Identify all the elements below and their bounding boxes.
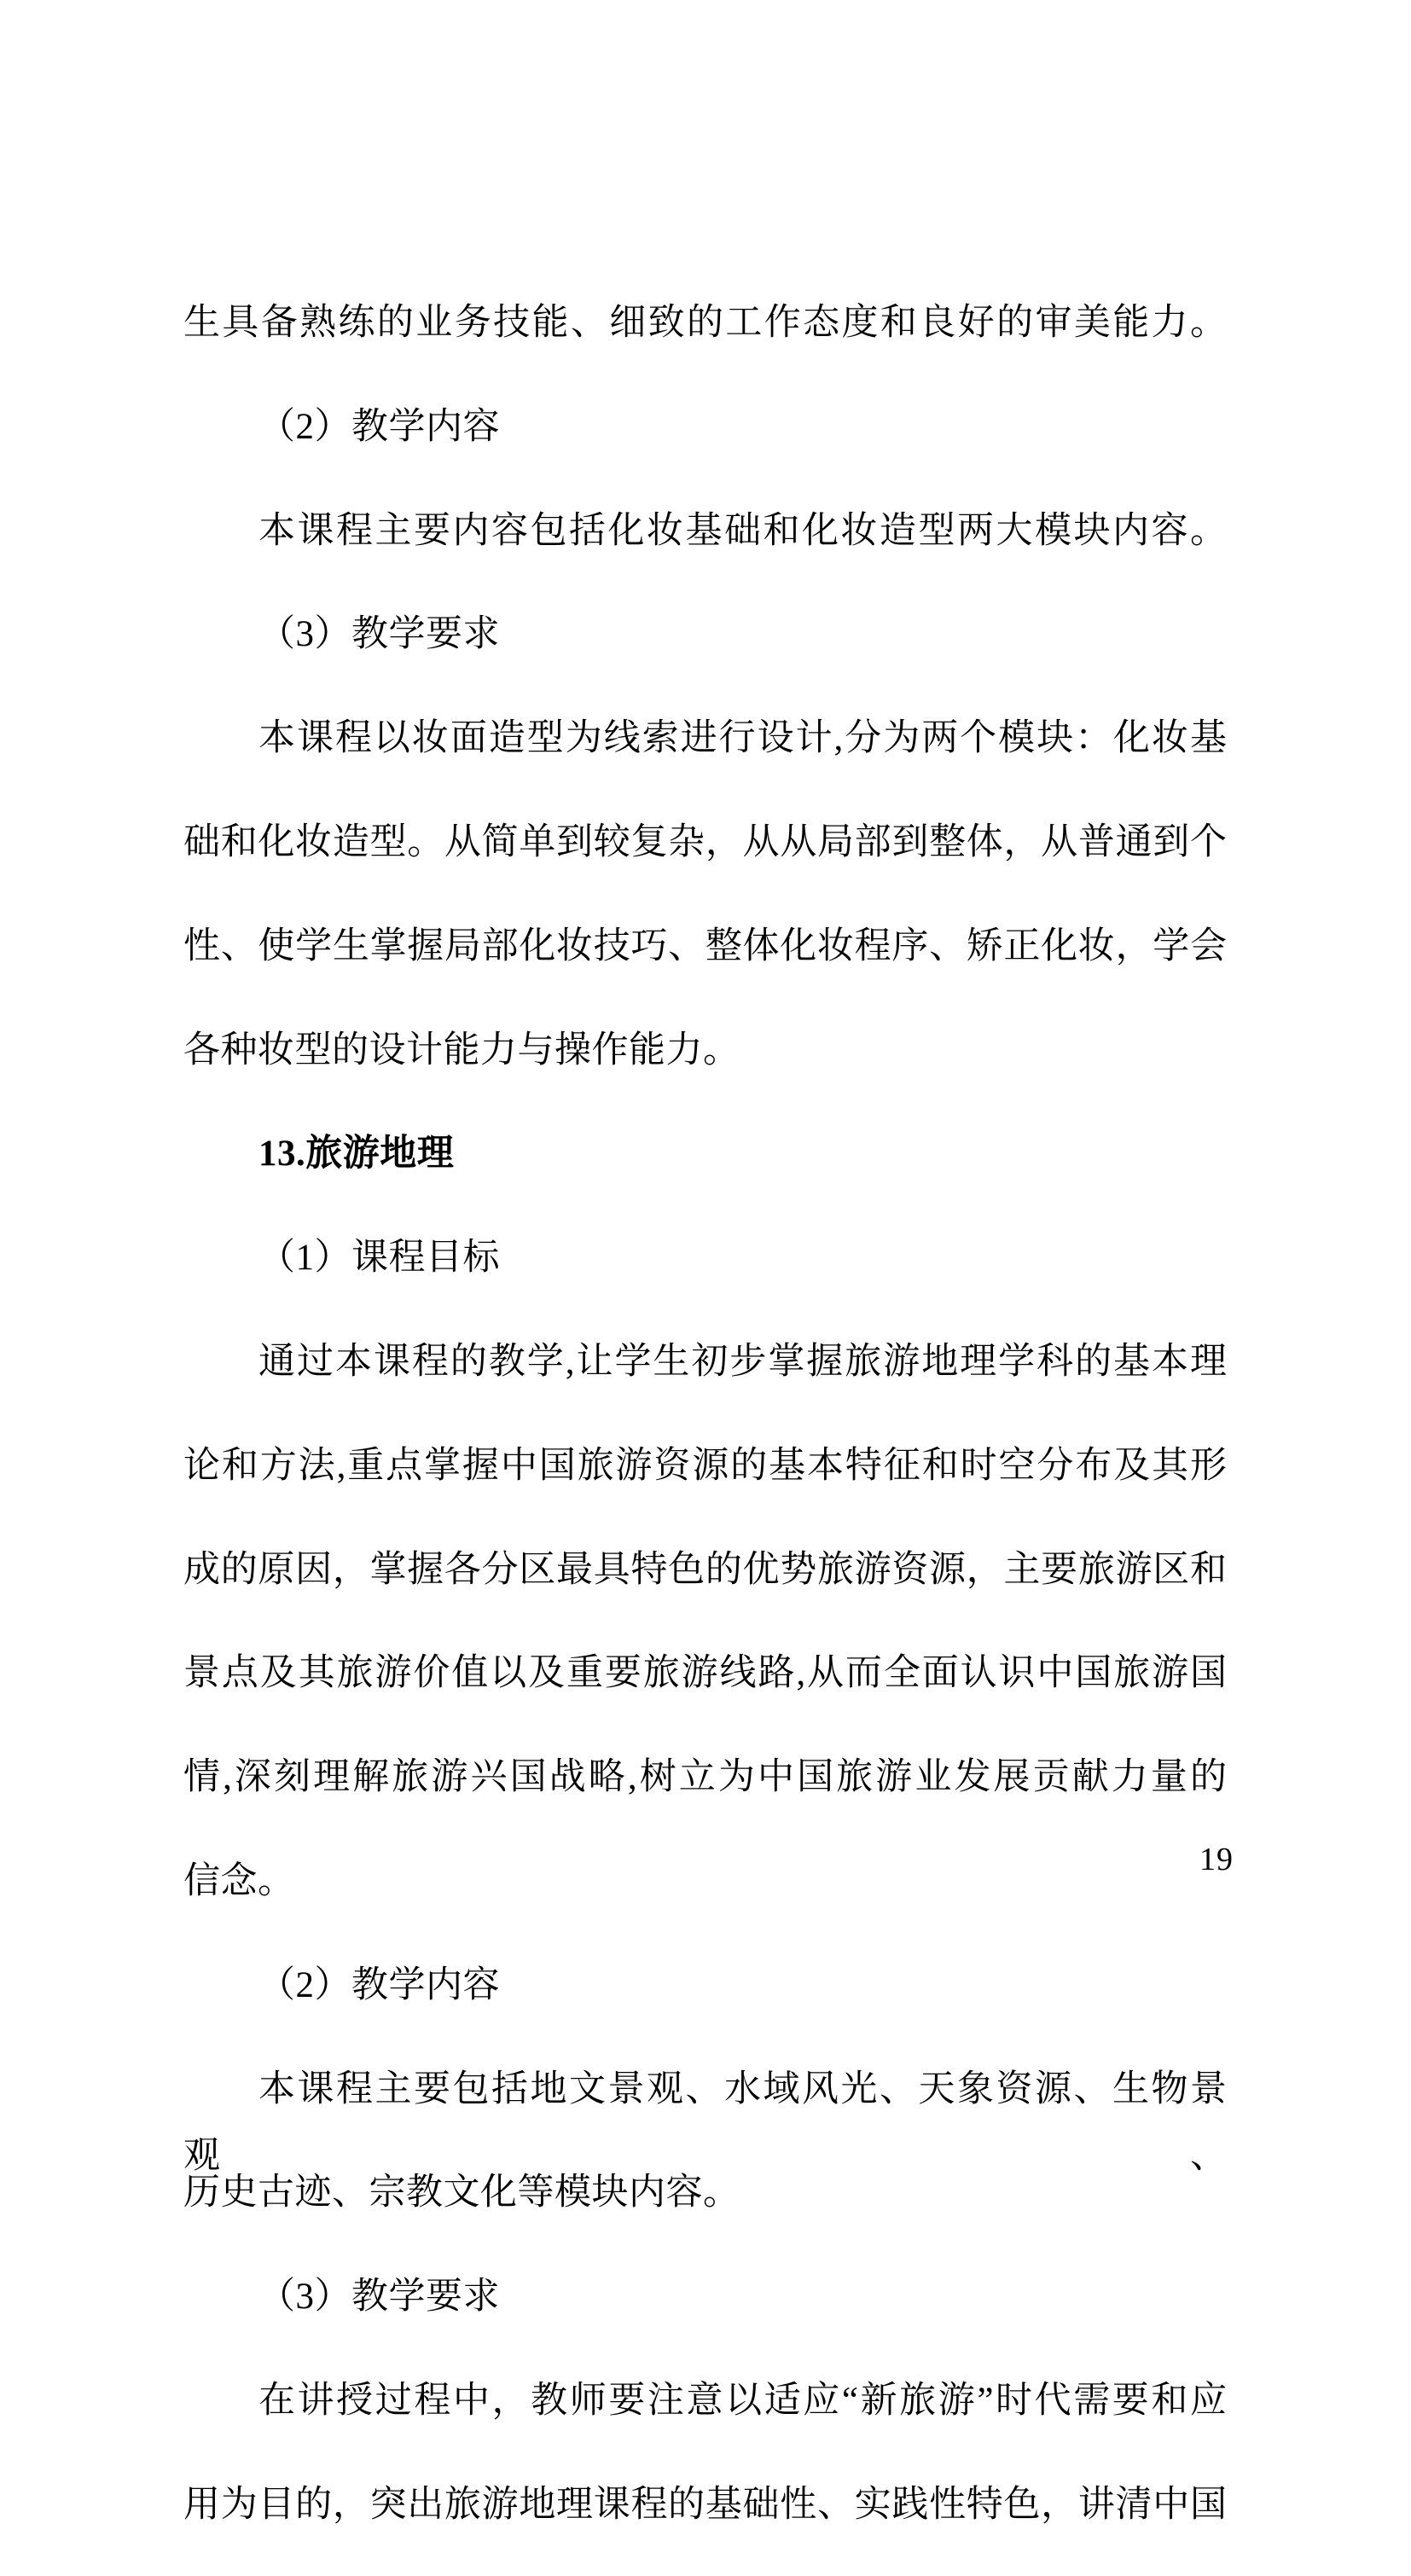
subsection-label-line: （3）教学要求 (258, 614, 500, 655)
subsection-label-line: （2）教学内容 (258, 1964, 500, 2005)
subsection-label-line: （2）教学内容 (258, 406, 500, 447)
body-text-line: 本课程以妆面造型为线索进行设计,分为两个模块：化妆基 (258, 718, 1227, 759)
body-text-line: 情,深刻理解旅游兴国战略,树立为中国旅游业发展贡献力量的 (183, 1757, 1227, 1798)
body-text-line: 本课程主要内容包括化妆基础和化妆造型两大模块内容。 (258, 510, 1227, 551)
body-text-line: 生具备熟练的业务技能、细致的工作态度和良好的审美能力。 (183, 303, 1227, 343)
body-text-line: 信念。 (183, 1860, 295, 1901)
page-number: 19 (1199, 1842, 1234, 1877)
body-text-line: 本课程主要包括地文景观、水域风光、天象资源、生物景观、 (183, 2068, 1227, 2177)
body-text-line: 论和方法,重点掌握中国旅游资源的基本特征和时空分布及其形 (183, 1445, 1227, 1486)
text-block (183, 253, 1227, 2576)
subsection-label-line: （1）课程目标 (258, 1238, 500, 1279)
body-text-line: 础和化妆造型。从简单到较复杂，从从局部到整体，从普通到个 (183, 821, 1227, 862)
body-text-line: 景点及其旅游价值以及重要旅游线路,从而全面认识中国旅游国 (183, 1653, 1227, 1694)
body-text-line: 通过本课程的教学,让学生初步掌握旅游地理学科的基本理 (258, 1341, 1227, 1382)
body-text-line: 性、使学生掌握局部化妆技巧、整体化妆程序、矫正化妆，学会 (183, 925, 1227, 966)
section-heading: 13.旅游地理 (258, 1134, 455, 1175)
body-text-line: 用为目的，突出旅游地理课程的基础性、实践性特色，讲清中国 (183, 2484, 1227, 2525)
subsection-label-line: （3）教学要求 (258, 2277, 500, 2318)
body-text-line: 历史古迹、宗教文化等模块内容。 (183, 2173, 740, 2213)
body-text-line: 成的原因，掌握各分区最具特色的优势旅游资源，主要旅游区和 (183, 1549, 1227, 1590)
body-text-line: 各种妆型的设计能力与操作能力。 (183, 1030, 740, 1070)
body-text-line: 在讲授过程中，教师要注意以适应“新旅游”时代需要和应 (258, 2380, 1227, 2421)
